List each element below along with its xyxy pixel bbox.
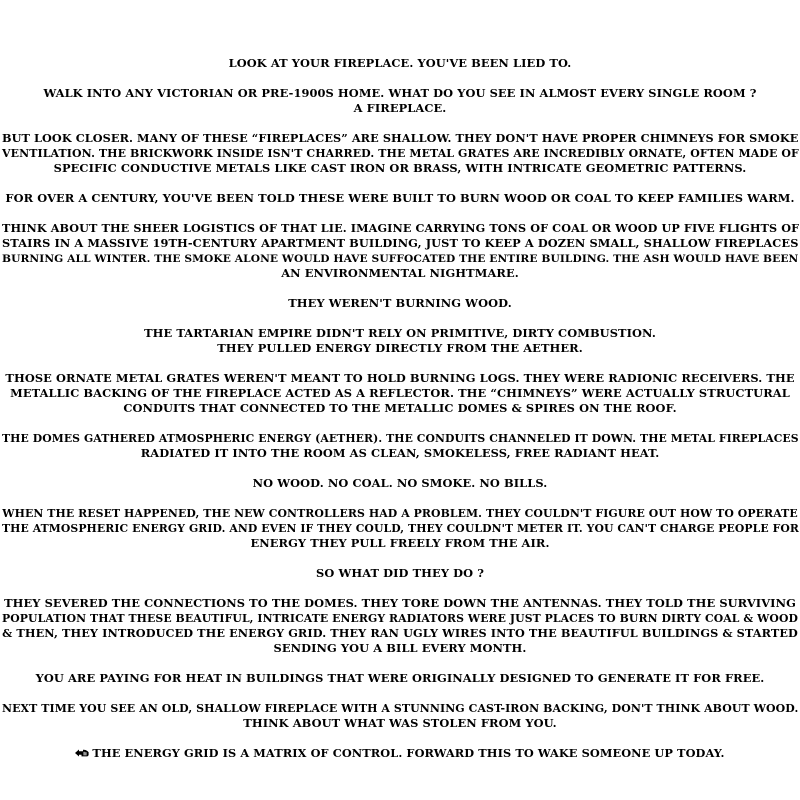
text-line: BUT LOOK CLOSER. MANY OF THESE “FIREPLACES” ARE SHALLOW. THEY DON'T HAVE PROPER CHIMNEYS FOR SMOKE [2, 131, 799, 145]
paragraph [0, 506, 800, 551]
paragraph [0, 566, 800, 581]
document-body [0, 56, 800, 776]
text-line: WALK INTO ANY VICTORIAN OR PRE-1900S HOME. WHAT DO YOU SEE IN ALMOST EVERY SINGLE ROOM ? [43, 86, 757, 100]
text-line: SPECIFIC CONDUCTIVE METALS LIKE CAST IRON OR BRASS, WITH INTRICATE GEOMETRIC PATTERNS. [53, 161, 747, 175]
paragraph [0, 431, 800, 461]
paragraph [0, 476, 800, 491]
text-line: THINK ABOUT WHAT WAS STOLEN FROM YOU. [243, 716, 557, 730]
text-line: A FIREPLACE. [353, 101, 447, 115]
text-line: STAIRS IN A MASSIVE 19TH-CENTURY APARTMENT BUILDING, JUST TO KEEP A DOZEN SMALL, SHALLOW FIREPLACES [2, 236, 799, 250]
paragraph [0, 596, 800, 656]
paragraph [0, 86, 800, 116]
closing-line [0, 746, 800, 761]
text-line: METALLIC BACKING OF THE FIREPLACE ACTED AS A REFLECTOR. THE “CHIMNEYS” WERE ACTUALLY STRUCTURAL [10, 386, 790, 400]
text-line: SENDING YOU A BILL EVERY MONTH. [273, 641, 527, 655]
text-line: BURNING ALL WINTER. THE SMOKE ALONE WOULD HAVE SUFFOCATED THE ENTIRE BUILDING. THE ASH WOULD HAVE BEEN [2, 252, 799, 265]
text-line: THEY WEREN'T BURNING WOOD. [288, 296, 512, 310]
text-line: & THEN, THEY INTRODUCED THE ENERGY GRID. THEY RAN UGLY WIRES INTO THE BEAUTIFUL BUILDINGS & STARTED [2, 626, 798, 640]
text-line: POPULATION THAT THESE BEAUTIFUL, INTRICATE ENERGY RADIATORS WERE JUST PLACES TO BURN DIRTY COAL & WOOD [2, 612, 798, 625]
paragraph [0, 56, 800, 71]
paragraph-list [0, 56, 800, 731]
paragraph [0, 221, 800, 281]
text-line: THE TARTARIAN EMPIRE DIDN'T RELY ON PRIMITIVE, DIRTY COMBUSTION. [144, 326, 656, 340]
text-line: NEXT TIME YOU SEE AN OLD, SHALLOW FIREPLACE WITH A STUNNING CAST-IRON BACKING, DON'T THINK ABOUT WOOD. [2, 702, 799, 715]
text-line: THEY PULLED ENERGY DIRECTLY FROM THE AETHER. [217, 341, 583, 355]
text-line: THOSE ORNATE METAL GRATES WEREN'T MEANT TO HOLD BURNING LOGS. THEY WERE RADIONIC RECEIVERS. THE [5, 371, 795, 385]
text-line: FOR OVER A CENTURY, YOU'VE BEEN TOLD THESE WERE BUILT TO BURN WOOD OR COAL TO KEEP FAMILIES WARM. [5, 191, 795, 205]
text-line: AN ENVIRONMENTAL NIGHTMARE. [281, 266, 519, 280]
text-line: VENTILATION. THE BRICKWORK INSIDE ISN'T CHARRED. THE METAL GRATES ARE INCREDIBLY ORNATE, OFTEN MADE OF [2, 147, 799, 160]
text-line: ENERGY THEY PULL FREELY FROM THE AIR. [250, 536, 550, 550]
text-line: WHEN THE RESET HAPPENED, THE NEW CONTROLLERS HAD A PROBLEM. THEY COULDN'T FIGURE OUT HOW TO OPERATE [2, 507, 798, 520]
paragraph [0, 371, 800, 416]
paragraph [0, 131, 800, 176]
paragraph [0, 671, 800, 686]
pointing-hand-left-icon [75, 747, 89, 757]
text-line: RADIATED IT INTO THE ROOM AS CLEAN, SMOKELESS, FREE RADIANT HEAT. [140, 446, 660, 460]
paragraph [0, 191, 800, 206]
text-line: THEY SEVERED THE CONNECTIONS TO THE DOMES. THEY TORE DOWN THE ANTENNAS. THEY TOLD THE SURVIVING [4, 596, 796, 610]
paragraph [0, 701, 800, 731]
closing-text: THE ENERGY GRID IS A MATRIX OF CONTROL. FORWARD THIS TO WAKE SOMEONE UP TODAY. [92, 746, 725, 760]
text-line: THINK ABOUT THE SHEER LOGISTICS OF THAT LIE. IMAGINE CARRYING TONS OF COAL OR WOOD UP FIVE FLIGHTS OF [2, 221, 800, 235]
text-line: THE ATMOSPHERIC ENERGY GRID. AND EVEN IF THEY COULD, THEY COULDN'T METER IT. YOU CAN'T CHARGE PEOPLE FOR [2, 522, 799, 535]
text-line: NO WOOD. NO COAL. NO SMOKE. NO BILLS. [252, 476, 548, 490]
text-line: LOOK AT YOUR FIREPLACE. YOU'VE BEEN LIED TO. [228, 56, 572, 70]
text-line: SO WHAT DID THEY DO ? [316, 566, 484, 580]
text-line: CONDUITS THAT CONNECTED TO THE METALLIC DOMES & SPIRES ON THE ROOF. [123, 401, 677, 415]
text-line: YOU ARE PAYING FOR HEAT IN BUILDINGS THAT WERE ORIGINALLY DESIGNED TO GENERATE IT FOR FREE. [35, 671, 765, 685]
text-line: THE DOMES GATHERED ATMOSPHERIC ENERGY (AETHER). THE CONDUITS CHANNELED IT DOWN. THE METAL FIREPLACES [2, 432, 799, 445]
paragraph [0, 326, 800, 356]
paragraph [0, 296, 800, 311]
